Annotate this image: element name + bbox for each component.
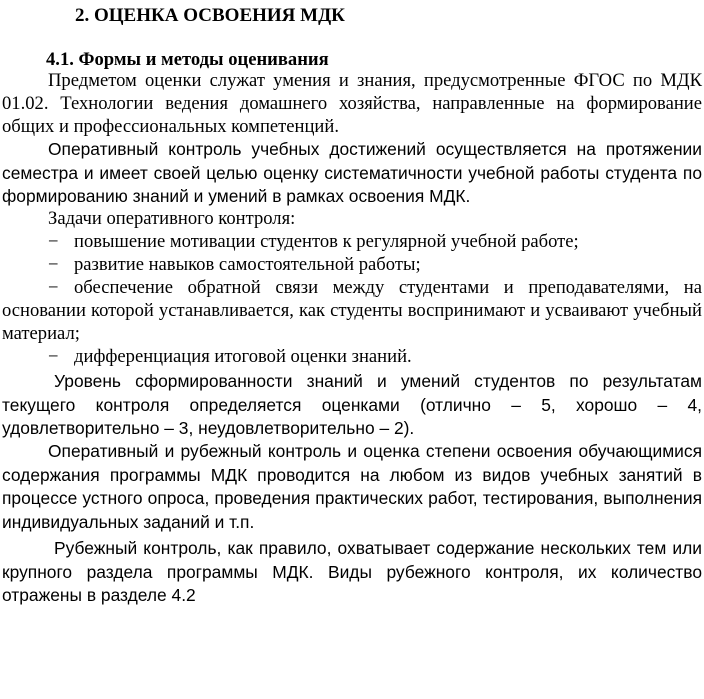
list-marker: − — [48, 254, 59, 275]
list-item-text: дифференциация итоговой оценки знаний. — [74, 346, 412, 367]
paragraph-assessment: Оперативный и рубежный контроль и оценка степени освоения обучающимися содержания программы МДК проводится на любом из видов учебных занятий в процессе устного опроса, проведения практических работ, тестирования, выполнения индивидуальных заданий и т.п. — [2, 441, 702, 532]
paragraph-level: Уровень сформированности знаний и умений студентов по результатам текущего контроля определяется оценками (отлично – 5, хорошо – 4, удовлетворительно – 3, неудовлетворительно – 2). — [2, 371, 702, 438]
list-marker: − — [48, 231, 59, 252]
list-item-text: обеспечение обратной связи между студентами и преподавателями, на основании которой устанавливается, как студенты воспринимают и усваивают учебный материал; — [2, 277, 702, 344]
paragraph-tasks-intro: Задачи оперативного контроля: — [48, 208, 296, 229]
list-item — [2, 345, 702, 368]
list-marker: − — [48, 277, 59, 298]
list-marker: − — [48, 346, 59, 367]
paragraph-operational-control: Оперативный контроль учебных достижений осуществляется на протяжении семестра и имеет своей целью оценку систематичности учебной работы студента по формированию знаний и умений в рамках освоения МДК. — [2, 139, 702, 206]
paragraph-subject: Предметом оценки служат умения и знания, предусмотренные ФГОС по МДК 01.02. Технологии ведения домашнего хозяйства, направленные на формирование общих и профессиональных компетенций. — [2, 70, 702, 137]
list-item — [2, 276, 702, 345]
paragraph-milestone: Рубежный контроль, как правило, охватывает содержание нескольких тем или крупного раздела программы МДК. Виды рубежного контроля, их количество отражены в разделе 4.2 — [2, 538, 702, 605]
tasks-list — [2, 230, 702, 368]
list-item-text: повышение мотивации студентов к регулярной учебной работе; — [74, 231, 579, 252]
section-heading: 2. ОЦЕНКА ОСВОЕНИЯ МДК — [75, 5, 345, 26]
list-item — [2, 253, 702, 276]
list-item-text: развитие навыков самостоятельной работы; — [74, 254, 421, 275]
subsection-heading: 4.1. Формы и методы оценивания — [46, 49, 329, 70]
list-item — [2, 230, 702, 253]
